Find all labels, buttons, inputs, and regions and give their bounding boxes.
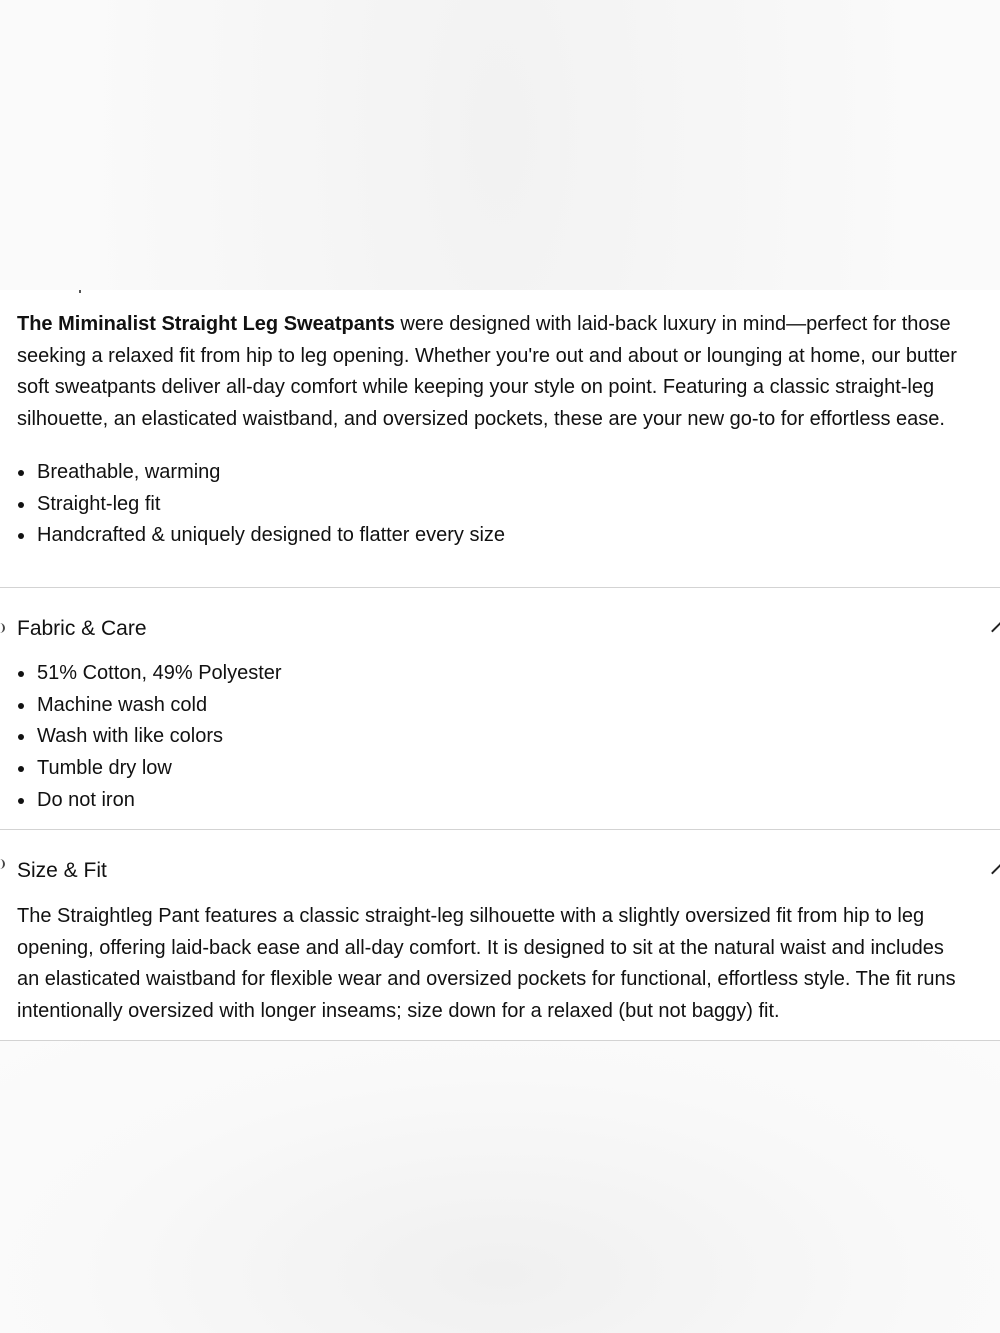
product-description: [17, 309, 957, 436]
fabric-care-item: Wash with like colors: [17, 721, 282, 753]
size-fit-line: an elasticated waistband for flexible wear and oversized pockets for functional, effortless style. The fit runs: [17, 968, 956, 991]
section-divider: [0, 587, 1000, 588]
size-fit-line: intentionally oversized with longer inseams; size down for a relaxed (but not baggy) fit.: [17, 1000, 780, 1023]
feature-item: Straight-leg fit: [17, 489, 505, 521]
scroll-edge-marker: [79, 290, 81, 293]
chevron-up-icon[interactable]: [991, 621, 1000, 641]
size-fit-title: Size & Fit: [17, 859, 107, 882]
description-line: seeking a relaxed fit from hip to leg opening. Whether you're out and about or lounging at home, our butter: [17, 344, 957, 367]
fabric-care-title: Fabric & Care: [17, 617, 147, 640]
edge-icon: [0, 859, 5, 869]
fabric-care-list: [17, 658, 282, 817]
fabric-care-header[interactable]: [17, 613, 1000, 645]
description-line: silhouette, an elasticated waistband, and oversized pockets, these are your new go-to for effortless ease.: [17, 408, 945, 431]
size-fit-description: [17, 901, 956, 1028]
edge-icon: [0, 623, 5, 633]
description-line: soft sweatpants deliver all-day comfort while keeping your style on point. Featuring a classic straight-leg: [17, 376, 935, 399]
size-fit-header[interactable]: [17, 855, 1000, 887]
page-backdrop-bottom: [0, 1040, 1000, 1333]
section-divider: [0, 1040, 1000, 1041]
size-fit-line: opening, offering laid-back ease and all-day comfort. It is designed to sit at the natural waist and includes: [17, 936, 944, 959]
product-name: The Miminalist Straight Leg Sweatpants: [17, 313, 395, 335]
feature-list: [17, 457, 505, 552]
section-divider: [0, 829, 1000, 830]
chevron-up-icon[interactable]: [991, 863, 1000, 883]
description-line: were designed with laid-back luxury in mind—perfect for those: [394, 313, 951, 335]
product-details-panel: [0, 290, 1000, 1041]
feature-item: Handcrafted & uniquely designed to flatter every size: [17, 520, 505, 552]
fabric-care-item: Machine wash cold: [17, 690, 282, 722]
fabric-care-item: 51% Cotton, 49% Polyester: [17, 658, 282, 690]
feature-item: Breathable, warming: [17, 457, 505, 489]
size-fit-line: The Straightleg Pant features a classic straight-leg silhouette with a slightly oversized fit from hip to leg: [17, 905, 925, 927]
fabric-care-item: Tumble dry low: [17, 753, 282, 785]
fabric-care-item: Do not iron: [17, 785, 282, 817]
